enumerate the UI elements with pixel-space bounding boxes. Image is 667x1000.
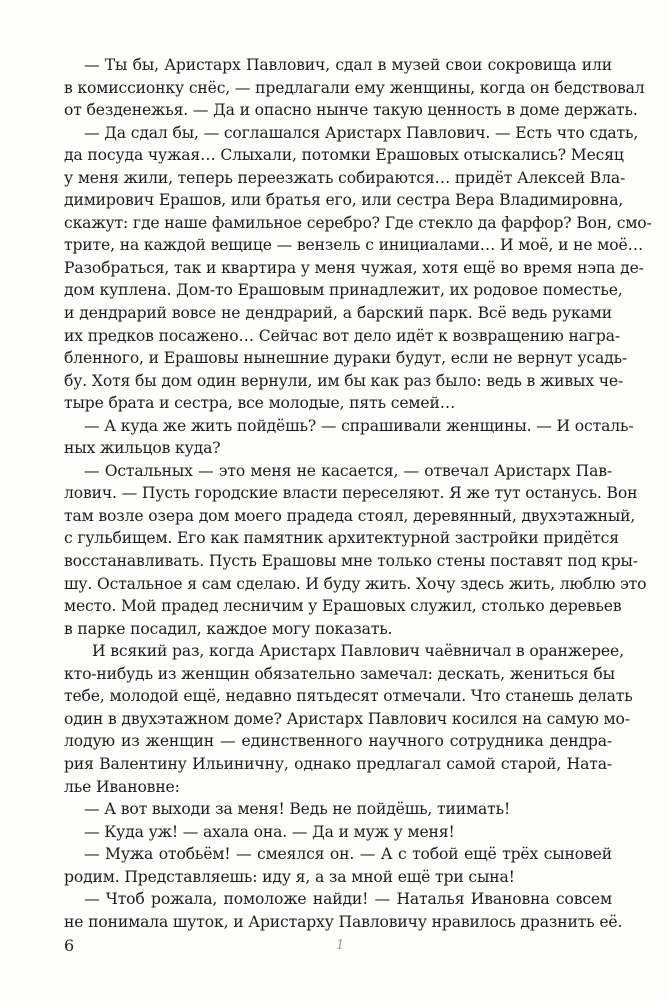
text-line: у меня жили, теперь переезжать собираются… придёт Алексей Вла- [64,168,626,187]
text-line: шу. Остальное я сам сделаю. И буду жить. Хочу здесь жить, люблю это [64,574,647,593]
text-line: — Куда уж! — ахала она. — Да и муж у меня! [84,822,455,841]
text-line: родим. Представляешь: иду я, а за мной ещё три сына! [64,867,515,886]
text-line: дом куплена. Дом-то Ерашовым принадлежит, их родовое поместье, [64,281,623,300]
page-number: 6 [64,936,75,955]
text-line: от безденежья. — Да и опасно нынче такую ценность в доме держать. [64,101,638,120]
text-line: и дендрарий вовсе не дендрарий, а барский парк. Всё ведь руками [64,304,612,323]
text-line: восстанавливать. Пусть Ерашовы мне только стены поставят под кры- [64,552,638,571]
text-line: — А куда же жить пойдёшь? — спрашивали женщины. — И осталь- [84,416,634,435]
text-line: ных жильцов куда? [64,439,221,458]
text-line: кто-нибудь из женщин обязательно замечал: дескать, жениться бы [64,664,615,683]
text-line: скажут: где наше фамильное серебро? Где стекло да фарфор? Вон, смо- [64,213,652,232]
text-line: там возле озера дом моего прадеда стоял, деревянный, двухэтажный, [64,506,636,525]
text-line: в комиссионку снёс, — предлагали ему женщины, когда он бедствовал [64,78,645,97]
text-line: лович. — Пусть городские власти переселяют. Я же тут останусь. Вон [64,484,638,503]
text-line: один в двухэтажном доме? Аристарх Павлович косился на самую мо- [64,709,630,728]
text-line: бу. Хотя бы дом один вернули, им бы как раз было: ведь в живых че- [64,371,624,390]
text-line: не понимала шуток, и Аристарху Павловичу нравилось дразнить её. [64,912,623,931]
text-line: — Ты бы, Аристарх Павлович, сдал в музей свои сокровища или [84,56,612,74]
text-line: в парке посадил, каждое могу показать. [64,619,393,638]
text-line: их предков посажено… Сейчас вот дело идёт к возвращению награ- [64,326,621,345]
text-line: — Остальных — это меня не касается, — отвечал Аристарх Пав- [84,461,612,480]
text-line: да посуда чужая… Слыхали, потомки Ерашовых отыскались? Месяц [64,146,624,165]
text-line: — Чтоб рожала, помоложе найди! — Наталья Ивановна совсем [84,890,612,909]
text-line: — А вот выходи за меня! Ведь не пойдёшь, тиимать! [84,800,511,819]
text-line: И всякий раз, когда Аристарх Павлович чаёвничал в оранжерее, [92,642,624,661]
text-line: рия Валентину Ильиничну, однако предлагал самой старой, Ната- [64,754,612,773]
page-text-block [64,54,652,933]
text-line: тыре брата и сестра, все молодые, пять семей… [64,394,456,413]
text-line: Разобраться, так и квартира у меня чужая, хотя ещё во время нэпа де- [64,258,644,277]
text-line: димирович Ерашов, или братья его, или сестра Вера Владимировна, [64,191,624,210]
text-line: лье Ивановне: [64,777,180,796]
center-mark: 1 [336,938,345,953]
text-line: трите, на каждой вещице — вензель с инициалами… И моё, и не моё… [64,236,644,255]
text-line: с гульбищем. Его как памятник архитектурной застройки придётся [64,529,619,548]
text-line: лодую из женщин — единственного научного сотрудника дендра- [64,732,612,751]
text-line: бленного, и Ерашовы нынешние дураки будут, если не вернут усадь- [64,349,628,368]
text-line: — Да сдал бы, — соглашался Аристарх Павлович. — Есть что сдать, [84,123,639,142]
text-line: место. Мой прадед лесничим у Ерашовых служил, столько деревьев [64,597,622,616]
text-line: — Мужа отобьём! — смеялся он. — А с тобой ещё трёх сыновей [84,845,612,864]
text-line: тебе, молодой ещё, недавно пятьдесят отмечали. Что станешь делать [64,687,633,706]
